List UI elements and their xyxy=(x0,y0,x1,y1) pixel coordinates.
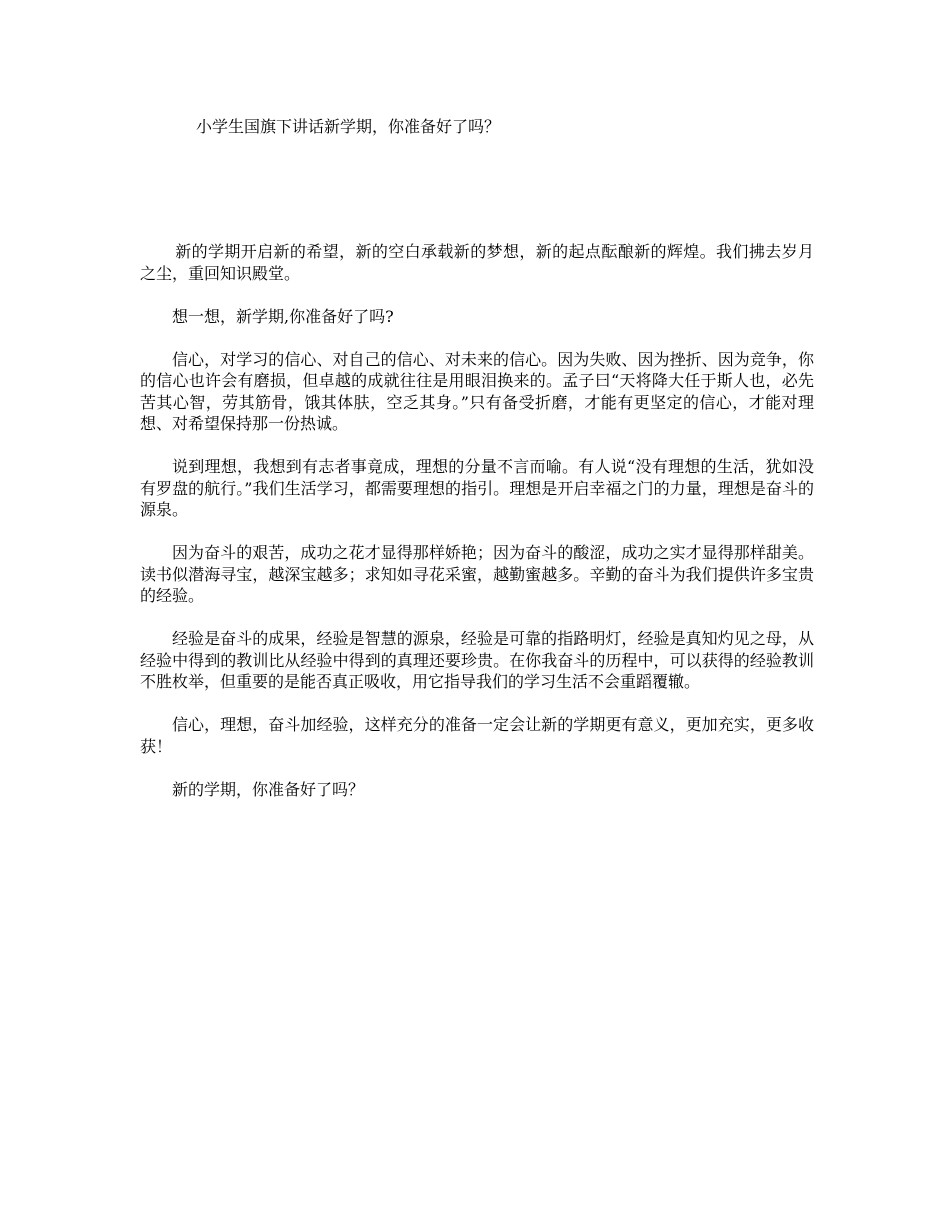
paragraph-7: 信心，理想，奋斗加经验，这样充分的准备一定会让新的学期更有意义，更加充实，更多收获！ xyxy=(140,715,814,756)
paragraph-6: 经验是奋斗的成果，经验是智慧的源泉，经验是可靠的指路明灯，经验是真知灼见之母，从经验中得到的教训比从经验中得到的真理还要珍贵。在你我奋斗的历程中，可以获得的经验教训不胜枚举，但重要的是能否真正吸收，用它指导我们的学习生活不会重蹈覆辙。 xyxy=(140,629,814,691)
paragraph-5: 因为奋斗的艰苦，成功之花才显得那样娇艳；因为奋斗的酸涩，成功之实才显得那样甜美。读书似潜海寻宝，越深宝越多；求知如寻花采蜜，越勤蜜越多。辛勤的奋斗为我们提供许多宝贵的经验。 xyxy=(140,543,814,605)
paragraph-3: 信心，对学习的信心、对自己的信心、对未来的信心。因为失败、因为挫折、因为竞争，你的信心也许会有磨损，但卓越的成就往往是用眼泪换来的。孟子曰“天将降大任于斯人也，必先苦其心智，劳其筋骨，饿其体肤，空乏其身。”只有备受折磨，才能有更坚定的信心，才能对理想、对希望保持那一份热诚。 xyxy=(140,349,814,433)
document-body xyxy=(140,241,814,822)
paragraph-2: 想一想，新学期,你准备好了吗? xyxy=(172,306,394,326)
paragraph-4: 说到理想，我想到有志者事竟成，理想的分量不言而喻。有人说“没有理想的生活，犹如没有罗盘的航行。”我们生活学习，都需要理想的指引。理想是开启幸福之门的力量，理想是奋斗的源泉。 xyxy=(140,457,814,519)
document-title: 小学生国旗下讲话新学期，你准备好了吗？ xyxy=(196,117,501,136)
paragraph-8: 新的学期，你准备好了吗？ xyxy=(172,779,365,799)
paragraph-1: 新的学期开启新的希望，新的空白承载新的梦想，新的起点酝酿新的辉煌。我们拂去岁月之尘，重回知识殿堂。 xyxy=(140,242,814,283)
